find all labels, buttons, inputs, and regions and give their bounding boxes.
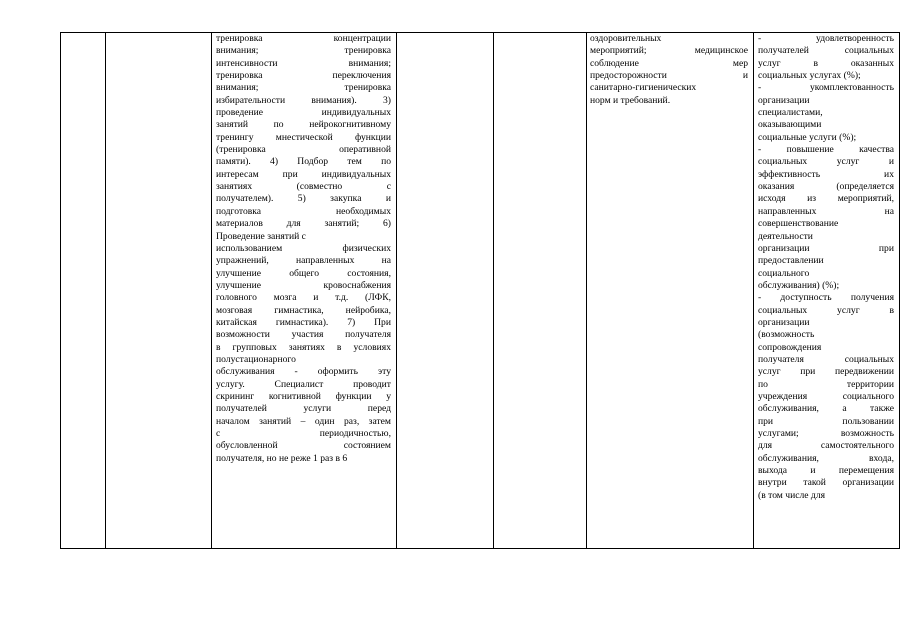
cell-procedure-description <box>216 33 391 465</box>
text-line: исходя из мероприятий, <box>758 193 894 205</box>
table-bottom-border <box>60 548 900 549</box>
column-border-3 <box>211 32 212 549</box>
text-line: - доступность получения <box>758 292 894 304</box>
text-line: мероприятий; медицинское <box>590 45 748 57</box>
column-border-5 <box>493 32 494 549</box>
column-border-2 <box>105 32 106 549</box>
text-line: использованием физических <box>216 242 391 254</box>
text-line: скрининг когнитивной функции у <box>216 390 391 402</box>
text-line: началом занятий – один раз, затем <box>216 415 391 427</box>
text-line: совершенствование <box>758 218 839 230</box>
text-line: избирательности внимания). 3) <box>216 94 391 106</box>
text-line: интенсивности внимания; <box>216 57 391 69</box>
text-line: оздоровительных <box>590 33 662 44</box>
text-line: получателей социальных <box>758 45 894 57</box>
text-line: мозговая гимнастика, нейробика, <box>216 304 391 316</box>
cell-safety-requirements <box>590 33 748 107</box>
text-line: обслуживания - оформить эту <box>216 366 391 378</box>
text-line: (тренировка оперативной <box>216 144 391 156</box>
text-line: - укомплектованность <box>758 82 894 94</box>
text-line: (в том числе для <box>758 489 826 501</box>
text-line: интересам при индивидуальных <box>216 168 391 180</box>
text-line: получателей услуги перед <box>216 403 391 415</box>
column-border-1 <box>60 32 61 549</box>
text-line: получателем). 5) закупка и <box>216 193 391 205</box>
column-border-6 <box>586 32 587 549</box>
text-line: занятий по нейрокогнитивному <box>216 119 391 131</box>
text-line: выхода и перемещения <box>758 465 894 477</box>
text-line: - удовлетворенность <box>758 33 894 44</box>
text-line: предосторожности и <box>590 70 748 82</box>
text-line: эффективность их <box>758 168 894 180</box>
text-line: сопровождения <box>758 341 822 353</box>
column-border-7 <box>753 32 754 549</box>
text-line: оказания (определяется <box>758 181 894 193</box>
text-line: тренингу мнестической функции <box>216 131 391 143</box>
text-line: - повышение качества <box>758 144 894 156</box>
text-line: с периодичностью, <box>216 428 391 439</box>
text-line: оказывающими <box>758 119 822 131</box>
text-line: Проведение занятий с <box>216 230 306 242</box>
text-line: занятиях (совместно с <box>216 181 391 193</box>
text-line: в групповых занятиях в условиях <box>216 341 391 353</box>
column-border-8 <box>899 32 900 549</box>
text-line: получателя, но не реже 1 раз в 6 <box>216 452 348 464</box>
text-line: норм и требований. <box>590 94 671 106</box>
text-line: организации при <box>758 242 894 254</box>
text-line: проведение индивидуальных <box>216 107 391 119</box>
text-line: получателя социальных <box>758 353 894 365</box>
text-line: обслуживания, а также <box>758 403 894 415</box>
text-line: по территории <box>758 378 894 390</box>
text-line: санитарно-гигиенических <box>590 82 697 94</box>
text-line: услугу. Специалист проводит <box>216 378 391 390</box>
text-line: организации <box>758 316 810 328</box>
text-line: при пользовании <box>758 415 894 427</box>
text-line: социальные услуги (%); <box>758 131 857 143</box>
text-line: упражнений, направленных на <box>216 255 391 267</box>
text-line: улучшение общего состояния, <box>216 267 391 279</box>
text-line: социальных услуг и <box>758 156 894 168</box>
text-line: тренировка концентрации <box>216 33 391 44</box>
text-line: подготовка необходимых <box>216 205 391 217</box>
text-line: материалов для занятий; 6) <box>216 218 391 230</box>
text-line: возможности участия получателя <box>216 329 391 341</box>
text-line: полустационарного <box>216 353 296 365</box>
text-line: социальных услугах (%); <box>758 70 861 82</box>
column-border-4 <box>396 32 397 549</box>
text-line: направленных на <box>758 205 894 217</box>
text-line: услуг при передвижении <box>758 366 894 378</box>
text-line: тренировка переключения <box>216 70 391 82</box>
text-line: учреждения социального <box>758 390 894 402</box>
text-line: социального <box>758 267 810 279</box>
text-line: специалистами, <box>758 107 823 119</box>
text-line: обслуживания) (%); <box>758 279 840 291</box>
text-line: организации <box>758 94 810 106</box>
text-line: услуг в оказанных <box>758 57 894 69</box>
text-line: китайская гимнастика). 7) При <box>216 316 391 328</box>
text-line: предоставлении <box>758 255 824 267</box>
text-line: деятельности <box>758 230 813 242</box>
text-line: услугами; возможность <box>758 428 894 439</box>
text-line: головного мозга и т.д. (ЛФК, <box>216 292 391 304</box>
cell-quality-indicators <box>758 33 894 502</box>
text-line: для самостоятельного <box>758 440 894 452</box>
text-line: (возможность <box>758 329 815 341</box>
text-line: обусловленной состоянием <box>216 440 391 452</box>
text-line: внимания; тренировка <box>216 82 391 94</box>
text-line: внутри такой организации <box>758 477 894 489</box>
text-line: внимания; тренировка <box>216 45 391 57</box>
text-line: улучшение кровоснабжения <box>216 279 391 291</box>
text-line: памяти). 4) Подбор тем по <box>216 156 391 168</box>
text-line: социальных услуг в <box>758 304 894 316</box>
text-line: соблюдение мер <box>590 57 748 69</box>
text-line: обслуживания, входа, <box>758 452 894 464</box>
